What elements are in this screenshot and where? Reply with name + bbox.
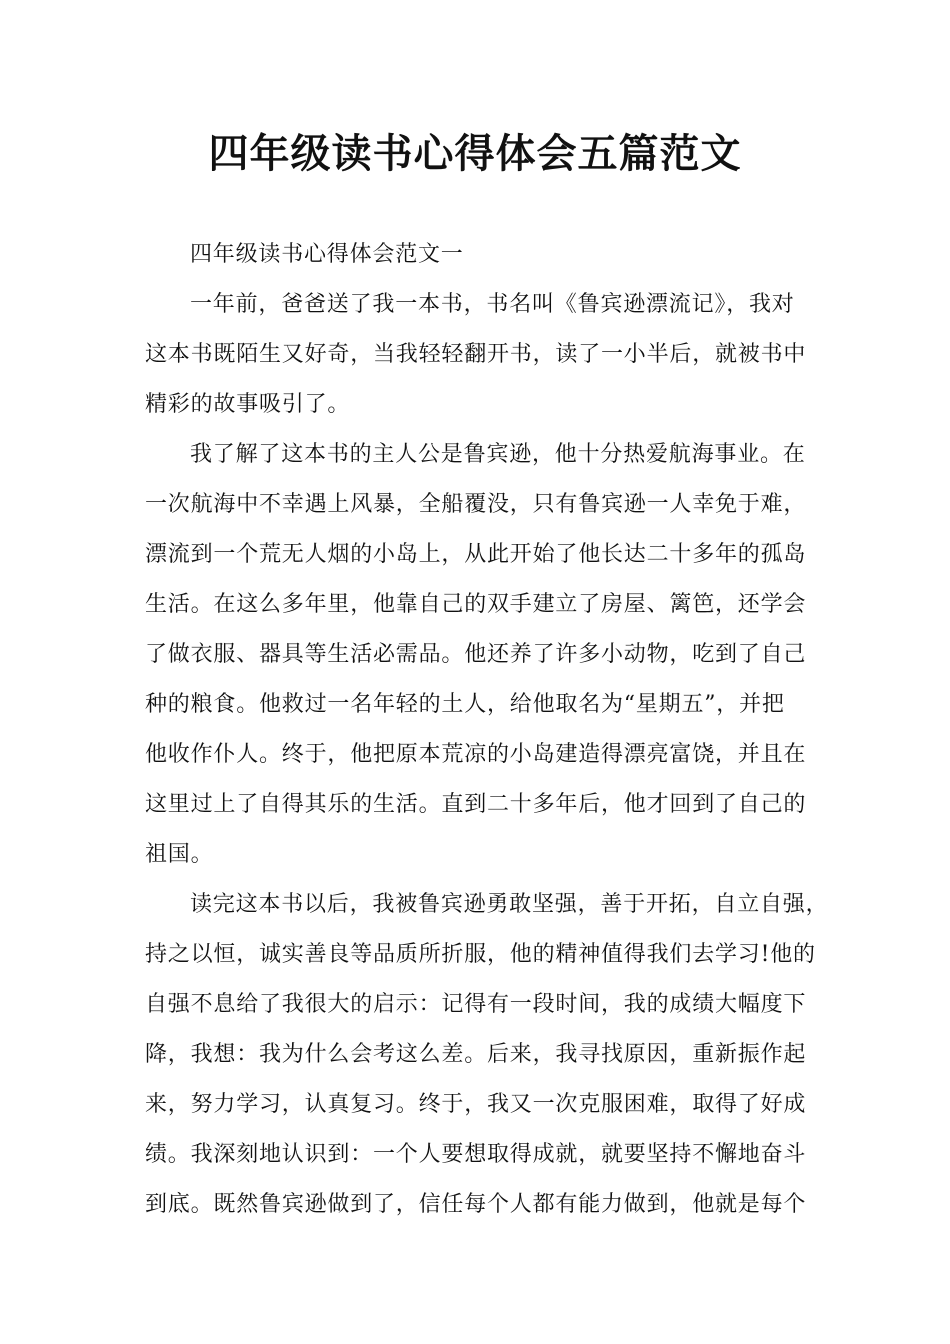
text-line: 漂流到一个荒无人烟的小岛上，从此开始了他长达二十多年的孤岛 (145, 542, 807, 567)
text-line: 他收作仆人。终于，他把原本荒凉的小岛建造得漂亮富饶，并且在 (145, 742, 807, 767)
text-line: 这里过上了自得其乐的生活。直到二十多年后，他才回到了自己的 (145, 792, 807, 817)
text-line: 读完这本书以后，我被鲁宾逊勇敢坚强，善于开拓，自立自强， (190, 892, 829, 917)
text-line: 一次航海中不幸遇上风暴，全船覆没，只有鲁宾逊一人幸免于难， (145, 492, 807, 517)
text-line: 种的粮食。他救过一名年轻的土人，给他取名为“星期五”，并把 (145, 692, 785, 717)
text-line: 生活。在这么多年里，他靠自己的双手建立了房屋、篱笆，还学会 (145, 592, 807, 617)
text-line: 我了解了这本书的主人公是鲁宾逊，他十分热爱航海事业。在 (190, 442, 806, 467)
text-line: 绩。我深刻地认识到：一个人要想取得成就，就要坚持不懈地奋斗 (145, 1142, 807, 1167)
text-line: 来，努力学习，认真复习。终于，我又一次克服困难，取得了好成 (145, 1092, 807, 1117)
document-title: 四年级读书心得体会五篇范文 (208, 131, 742, 177)
text-line: 降，我想：我为什么会考这么差。后来，我寻找原因，重新振作起 (145, 1042, 807, 1067)
text-line: 精彩的故事吸引了。 (145, 392, 351, 417)
text-line: 到底。既然鲁宾逊做到了，信任每个人都有能力做到，他就是每个 (145, 1192, 807, 1217)
text-line: 了做衣服、器具等生活必需品。他还养了许多小动物，吃到了自己 (145, 642, 807, 667)
text-line: 四年级读书心得体会范文一 (190, 242, 464, 267)
text-line: 自强不息给了我很大的启示：记得有一段时间，我的成绩大幅度下 (145, 992, 807, 1017)
text-line: 祖国。 (145, 842, 214, 867)
document-body (145, 230, 829, 1230)
text-line: 这本书既陌生又好奇，当我轻轻翻开书，读了一小半后，就被书中 (145, 342, 807, 367)
text-line: 持之以恒，诚实善良等品质所折服，他的精神值得我们去学习!他的 (145, 942, 816, 967)
text-line: 一年前，爸爸送了我一本书，书名叫《鲁宾逊漂流记》，我对 (190, 292, 795, 317)
